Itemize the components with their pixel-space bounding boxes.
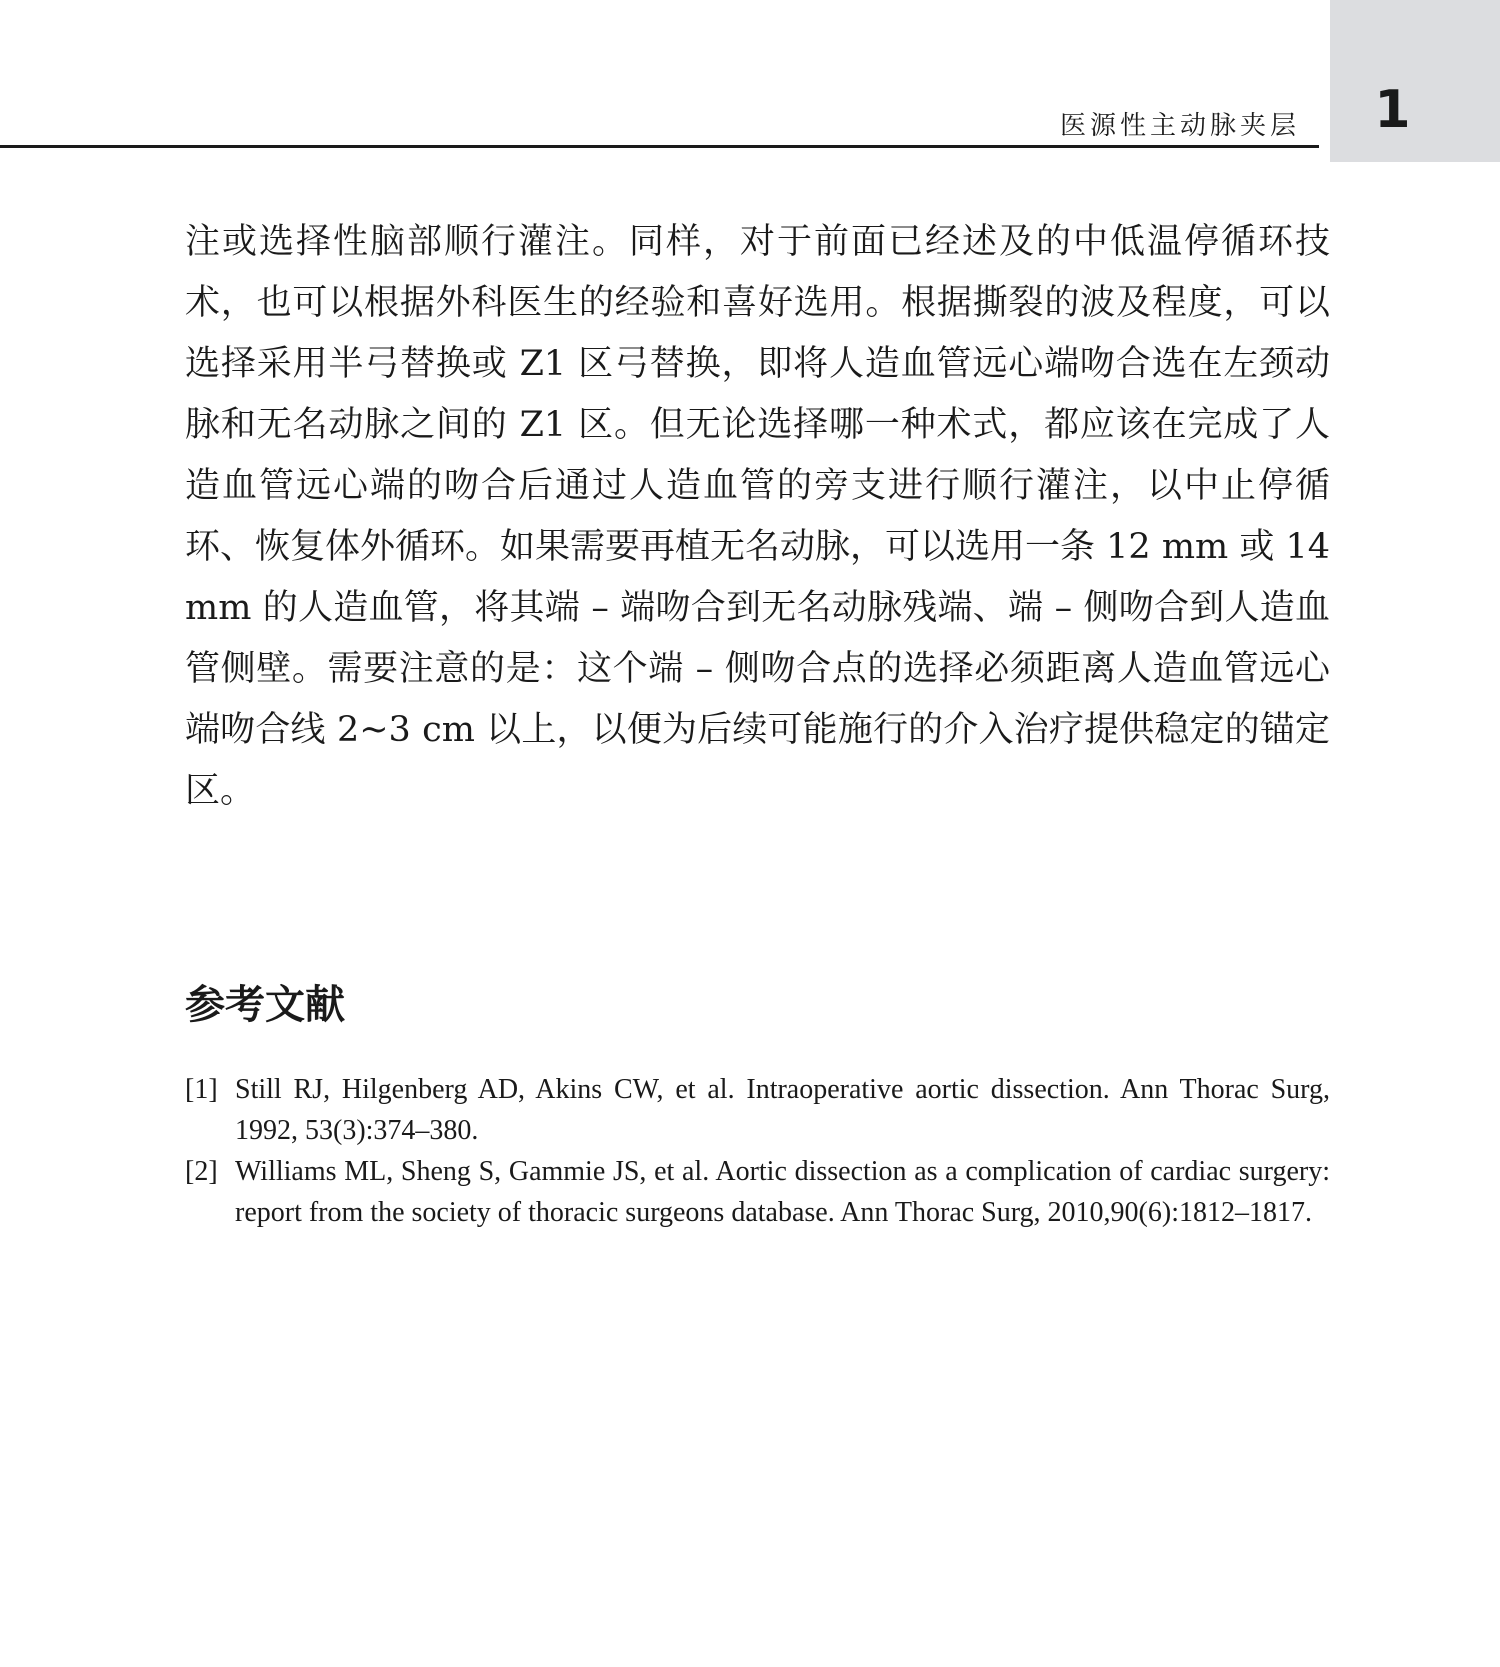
reference-text: Still RJ, Hilgenberg AD, Akins CW, et al. Intraoperative aortic dissection. Ann Thorac Surg, 1992, 53(3):374–380. [235, 1074, 1330, 1146]
references-heading: 参考文献 [185, 982, 345, 1028]
reference-item [185, 1069, 1330, 1151]
body-paragraph: 注或选择性脑部顺行灌注。同样，对于前面已经述及的中低温停循环技术，也可以根据外科医生的经验和喜好选用。根据撕裂的波及程度，可以选择采用半弓替换或 Z1 区弓替换，即将人造血管远心端吻合选在左颈动脉和无名动脉之间的 Z1 区。但无论选择哪一种术式，都应该在完成了人造血管远心端的吻合后通过人造血管的旁支进行顺行灌注，以中止停循环、恢复体外循环。如果需要再植无名动脉，可以选用一条 12 mm 或 14 mm 的人造血管，将其端 – 端吻合到无名动脉残端、端 – 侧吻合到人造血管侧壁。需要注意的是：这个端 – 侧吻合点的选择必须距离人造血管远心端吻合线 2~3 cm 以上，以便为后续可能施行的介入治疗提供稳定的锚定区。 [185, 222, 1330, 811]
reference-number: [1] [185, 1074, 218, 1105]
running-header-title: 医源性主动脉夹层 [1059, 111, 1300, 141]
reference-number: [2] [185, 1156, 218, 1187]
header-rule [0, 145, 1319, 148]
reference-text: Williams ML, Sheng S, Gammie JS, et al. Aortic dissection as a complication of cardiac surgery: report from the society of thoracic surgeons database. Ann Thorac Surg, 2010,90(6):1812–1817. [235, 1156, 1330, 1228]
reference-item [185, 1151, 1330, 1233]
reference-list [185, 1069, 1330, 1233]
chapter-number: 1 [1374, 80, 1411, 140]
